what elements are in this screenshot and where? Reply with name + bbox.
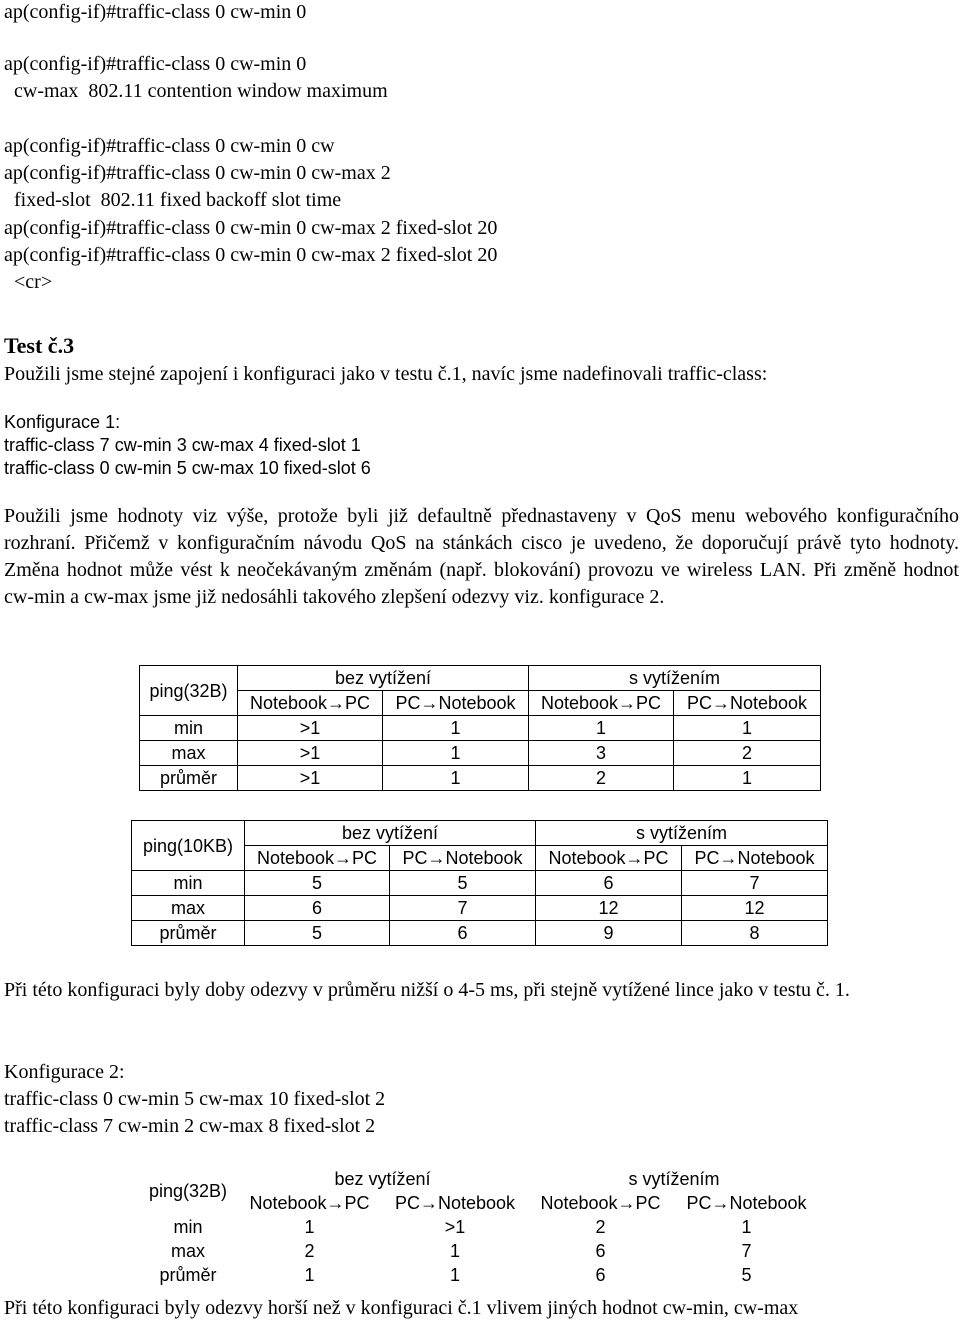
result-paragraph: Při této konfiguraci byly doby odezvy v průměru nižší o 4-5 ms, při stejně vytížené lince jako v testu č. 1. [4, 979, 850, 1001]
cli-line-5: ap(config-if)#traffic-class 0 cw-min 0 cw-max 2 [4, 162, 391, 184]
group-header: bez vytížení [245, 821, 536, 846]
cli-line-1: ap(config-if)#traffic-class 0 cw-min 0 [4, 1, 307, 23]
config1-line-1: traffic-class 7 cw-min 3 cw-max 4 fixed-slot 1 [4, 435, 361, 455]
row-label: min [173, 1217, 203, 1237]
row-label: max [132, 896, 245, 921]
row-label: max [170, 1241, 205, 1261]
results-table-3 [139, 1167, 820, 1287]
column-header: PC→Notebook [394, 1193, 516, 1213]
table-cell: 8 [682, 921, 828, 946]
group-header: s vytížením [628, 1169, 720, 1189]
table-cell: 7 [390, 896, 536, 921]
table-row [140, 741, 821, 766]
table-row [139, 1239, 820, 1263]
table-cell: 12 [536, 896, 682, 921]
table-cell: 1 [383, 716, 529, 741]
row-label: min [140, 716, 238, 741]
table-cell: 12 [682, 896, 828, 921]
row-label: průměr [132, 921, 245, 946]
column-header: PC→Notebook [686, 1193, 807, 1213]
table-cell: 5 [741, 1265, 752, 1285]
table-cell: 1 [304, 1217, 315, 1237]
table-row [140, 766, 821, 791]
table-corner: ping(10KB) [132, 821, 245, 871]
intro-text: Použili jsme stejné zapojení i konfiguraci jako v testu č.1, navíc jsme nadefinovali traffic-class: [4, 363, 768, 385]
config1-line-2: traffic-class 0 cw-min 5 cw-max 10 fixed-slot 6 [4, 458, 371, 478]
table-cell: 1 [383, 766, 529, 791]
table-cell: 1 [674, 766, 821, 791]
table-cell: 9 [536, 921, 682, 946]
row-label: min [132, 871, 245, 896]
row-label: průměr [159, 1265, 217, 1285]
table-cell: 1 [741, 1217, 752, 1237]
table-cell: 2 [674, 741, 821, 766]
column-header: PC→Notebook [390, 846, 536, 871]
table-row [139, 1215, 820, 1239]
table-row [140, 716, 821, 741]
table-cell: 1 [304, 1265, 315, 1285]
table-cell: 5 [245, 871, 390, 896]
table-cell: 6 [536, 871, 682, 896]
cli-line-4: ap(config-if)#traffic-class 0 cw-min 0 cw [4, 135, 335, 157]
results-table-1 [139, 665, 821, 791]
column-header: Notebook→PC [536, 846, 682, 871]
table-cell: 5 [390, 871, 536, 896]
table-cell: 1 [674, 716, 821, 741]
body-paragraph: Použili jsme hodnoty viz výše, protože byli již defaultně přednastaveny v QoS menu webového konfiguračního rozhraní. Přičemž v konfiguračním návodu QoS na stánkách cisco je uvedeno, že doporučují právě tyto hodnoty. Změna hodnot může vést k neočekávaným změnám (např. blokování) provozu ve wireless LAN. Při změně hodnot cw-min a cw-max jsme již nedosáhli takového zlepšení odezvy viz. konfigurace 2. [4, 505, 959, 608]
table-cell: 5 [245, 921, 390, 946]
table-cell: >1 [444, 1217, 466, 1237]
table-cell: 1 [449, 1241, 460, 1261]
column-header: Notebook→PC [540, 1193, 661, 1213]
table-cell: 6 [595, 1265, 606, 1285]
results-table-2 [131, 820, 828, 946]
cli-line-3: cw-max 802.11 contention window maximum [4, 80, 388, 102]
table-cell: 1 [383, 741, 529, 766]
table-cell: 1 [449, 1265, 460, 1285]
table-corner: ping(32B) [148, 1181, 228, 1201]
section-heading: Test č.3 [4, 333, 75, 358]
table-cell: >1 [238, 741, 383, 766]
column-header: Notebook→PC [238, 691, 383, 716]
group-header: s vytížením [536, 821, 828, 846]
config2-line-1: traffic-class 0 cw-min 5 cw-max 10 fixed-slot 2 [4, 1088, 386, 1110]
table-cell: 6 [390, 921, 536, 946]
cli-line-2: ap(config-if)#traffic-class 0 cw-min 0 [4, 53, 307, 75]
cli-line-7: ap(config-if)#traffic-class 0 cw-min 0 cw-max 2 fixed-slot 20 [4, 217, 498, 239]
table-cell: 1 [529, 716, 674, 741]
column-header: Notebook→PC [529, 691, 674, 716]
row-label: max [140, 741, 238, 766]
closing-text: Při této konfiguraci byly odezvy horší než v konfiguraci č.1 vlivem jiných hodnot cw-min, cw-max [4, 1297, 799, 1319]
group-header: bez vytížení [238, 666, 529, 691]
config2-label: Konfigurace 2: [4, 1061, 125, 1083]
table-cell: 2 [595, 1217, 606, 1237]
table-row [132, 896, 828, 921]
table-cell: 7 [682, 871, 828, 896]
column-header: PC→Notebook [682, 846, 828, 871]
table-cell: >1 [238, 716, 383, 741]
table-corner: ping(32B) [140, 666, 238, 716]
cli-line-6: fixed-slot 802.11 fixed backoff slot time [4, 189, 342, 211]
cli-line-8: ap(config-if)#traffic-class 0 cw-min 0 cw-max 2 fixed-slot 20 [4, 244, 498, 266]
row-label: průměr [140, 766, 238, 791]
group-header: bez vytížení [334, 1169, 431, 1189]
group-header: s vytížením [529, 666, 821, 691]
config2-line-2: traffic-class 7 cw-min 2 cw-max 8 fixed-slot 2 [4, 1115, 376, 1137]
table-cell: 7 [741, 1241, 752, 1261]
table-row [132, 921, 828, 946]
table-cell: >1 [238, 766, 383, 791]
table-cell: 6 [595, 1241, 606, 1261]
table-row [132, 871, 828, 896]
cli-line-9: <cr> [4, 271, 53, 293]
column-header: Notebook→PC [249, 1193, 370, 1213]
column-header: PC→Notebook [674, 691, 821, 716]
table-cell: 2 [304, 1241, 315, 1261]
table-cell: 2 [529, 766, 674, 791]
config1-label: Konfigurace 1: [4, 412, 121, 432]
column-header: Notebook→PC [245, 846, 390, 871]
table-row [139, 1263, 820, 1287]
column-header: PC→Notebook [383, 691, 529, 716]
table-cell: 3 [529, 741, 674, 766]
table-cell: 6 [245, 896, 390, 921]
